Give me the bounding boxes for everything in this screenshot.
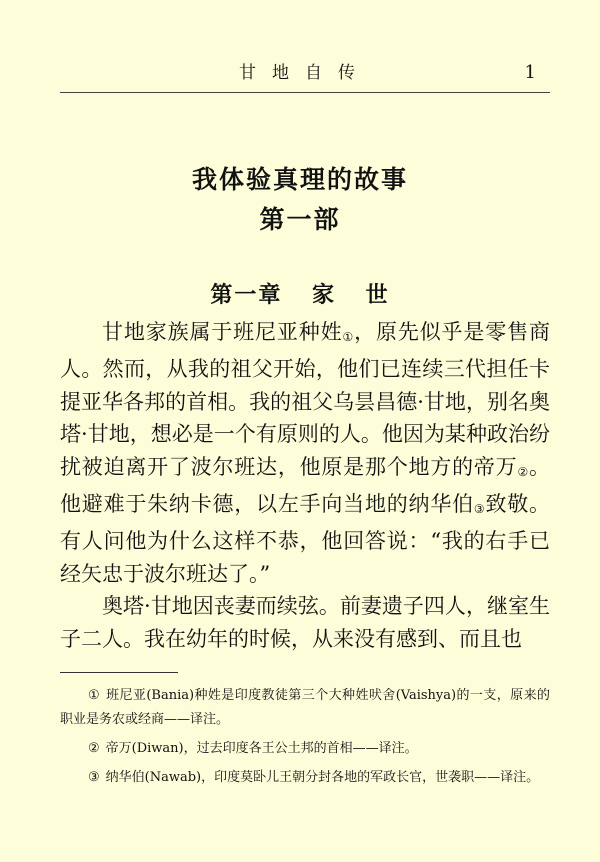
chapter-title: 第一章 家 世 (210, 282, 390, 308)
footnote (60, 737, 550, 761)
page-number: 1 (524, 62, 536, 83)
paragraph: 奥塔·甘地因丧妻而续弦。前妻遗子四人，继室生子二人。我在幼年的时候，从来没有感到、而且也 (60, 594, 550, 651)
book-title: 我体验真理的故事 (191, 165, 408, 194)
footnote-text: 纳华伯(Nawab)，印度莫卧儿王朝分封各地的军政长官，世袭职——译注。 (105, 770, 540, 785)
footnote-mark: ② (88, 741, 100, 756)
text-run: 。他避难于朱纳卡德，以左手向当地的纳华伯 (60, 454, 550, 517)
part-title: 第一部 (259, 205, 341, 234)
footnote-ref: ③ (473, 502, 486, 517)
paragraph (60, 316, 550, 590)
footnote-ref: ② (517, 464, 529, 479)
footnote-mark: ① (88, 688, 101, 703)
footnote-text: 班尼亚(Bania)种姓是印度教徒第三个大种姓吠舍(Vaishya)的一支，原来的职业是务农或经商——译注。 (60, 688, 550, 727)
footnote-divider (60, 672, 178, 673)
page-header (60, 52, 550, 93)
running-title: 甘地自传 (239, 63, 371, 83)
footnote-text: 帝万(Diwan)，过去印度各王公土邦的首相——译注。 (105, 741, 418, 756)
text-run: 致敬。有人问他为什么这样不恭，他回答说：“我的右手已经矢忠于波尔班达了。” (60, 492, 551, 586)
footnote-mark: ③ (88, 770, 100, 785)
text-run: 甘地家族属于班尼亚种姓 (102, 320, 343, 344)
footnote-ref: ① (342, 330, 355, 344)
footnote (60, 684, 550, 732)
chapter-body (60, 316, 550, 655)
footnotes (60, 684, 550, 795)
text-run: ，原先似乎是零售商人。然而，从我的祖父开始，他们已连续三代担任卡提亚华各邦的首相。我的祖父乌昙昌德·甘地，别名奥塔·甘地，想必是一个有原则的人。他因为某种政治纷扰被迫离开了波尔班达，他原是那个地方的帝万 (60, 320, 551, 479)
footnote (60, 766, 550, 790)
